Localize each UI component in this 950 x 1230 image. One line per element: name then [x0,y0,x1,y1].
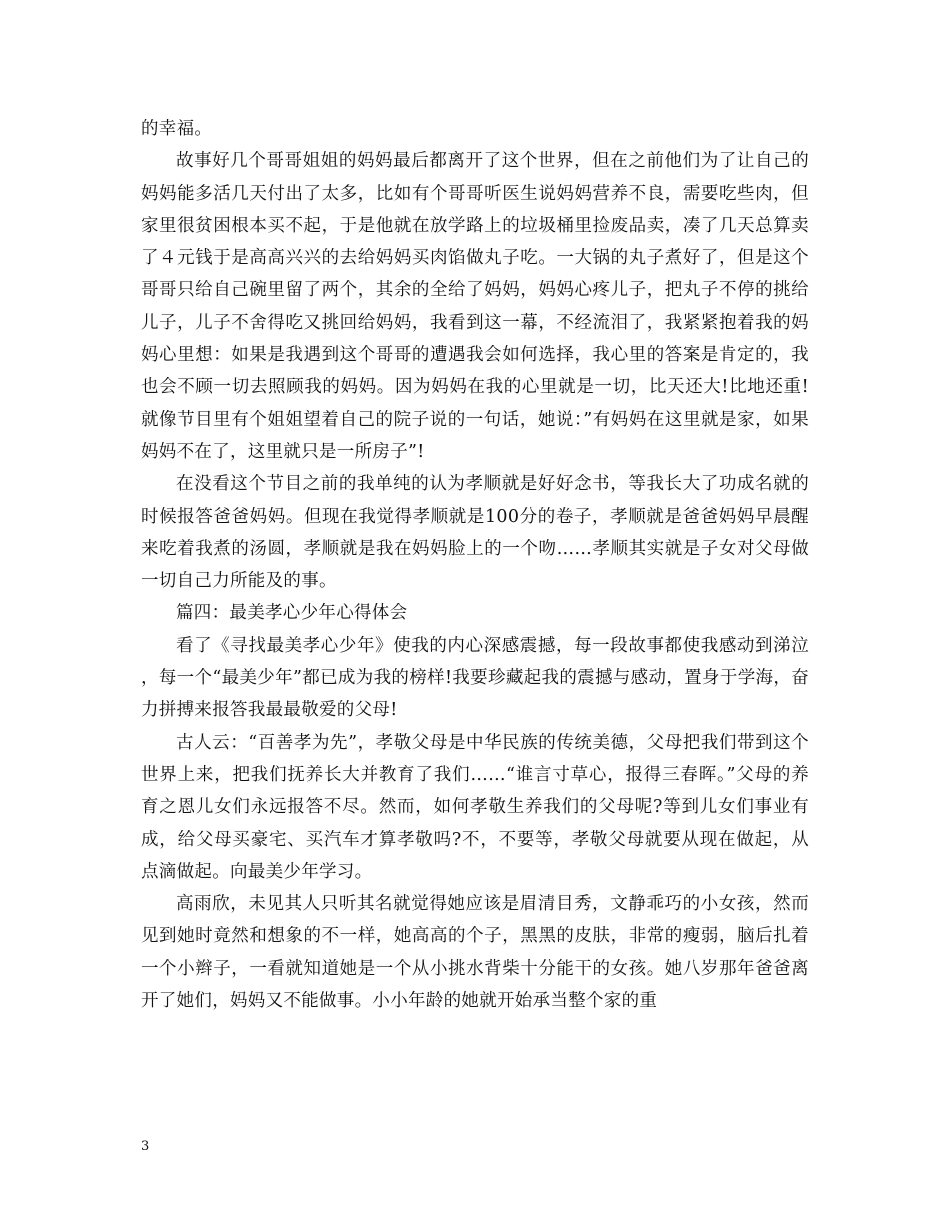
paragraph: 在没看这个节目之前的我单纯的认为孝顺就是好好念书，等我长大了功成名就的时候报答爸爸妈妈。但现在我觉得孝顺就是100分的卷子，孝顺就是爸爸妈妈早晨醒来吃着我煮的汤圆，孝顺就是我在妈妈脸上的一个吻……孝顺其实就是子女对父母做一切自己力所能及的事。 [141,474,809,592]
body-text [141,113,809,1017]
paragraph: 看了《寻找最美孝心少年》使我的内心深感震撼，每一段故事都使我感动到涕泣 ，每一个“最美少年”都已成为我的榜样!我要珍藏起我的震撼与感动，置身于学海，奋力拼搏来报答我最最敬爱的父母! [141,635,809,721]
paragraph: 故事好几个哥哥姐姐的妈妈最后都离开了这个世界，但在之前他们为了让自己的妈妈能多活几天付出了太多，比如有个哥哥听医生说妈妈营养不良，需要吃些肉，但家里很贫困根本买不起，于是他就在放学路上的垃圾桶里捡废品卖，凑了几天总算卖了４元钱于是高高兴兴的去给妈妈买肉馅做丸子吃。一大锅的丸子煮好了，但是这个哥哥只给自己碗里留了两个，其余的全给了妈妈，妈妈心疼儿子，把丸子不停的挑给儿子，儿子不舍得吃又挑回给妈妈，我看到这一幕，不经流泪了，我紧紧抱着我的妈妈心里想：如果是我遇到这个哥哥的遭遇我会如何选择，我心里的答案是肯定的，我也会不顾一切去照顾我的妈妈。因为妈妈在我的心里就是一切，比天还大!比地还重!就像节目里有个姐姐望着自己的院子说的一句话，她说：”有妈妈在这里就是家，如果妈妈不在了，这里就只是一所房子”! [141,151,809,462]
page-number: 3 [141,1139,150,1154]
section-heading: 篇四：最美孝心少年心得体会 [176,603,408,624]
paragraph: 的幸福。 [141,119,213,139]
paragraph: 古人云：“百善孝为先”，孝敬父母是中华民族的传统美德，父母把我们带到这个世界上来，把我们抚养长大并教育了我们……“谁言寸草心，报得三春晖。”父母的养育之恩儿女们永远报答不尽。然而，如何孝敬生养我们的父母呢?等到儿女们事业有成，给父母买豪宅、买汽车才算孝敬吗?不，不要等，孝敬父母就要从现在做起，从点滴做起。向最美少年学习。 [141,732,809,882]
paragraph: 高雨欣，未见其人只听其名就觉得她应该是眉清目秀，文静乖巧的小女孩，然而见到她时竟然和想象的不一样，她高高的个子，黑黑的皮肤，非常的瘦弱，脑后扎着一个小辫子，一看就知道她是一个从小挑水背柴十分能干的女孩。她八岁那年爸爸离开了她们，妈妈又不能做事。小小年龄的她就开始承当整个家的重 [141,894,809,1012]
